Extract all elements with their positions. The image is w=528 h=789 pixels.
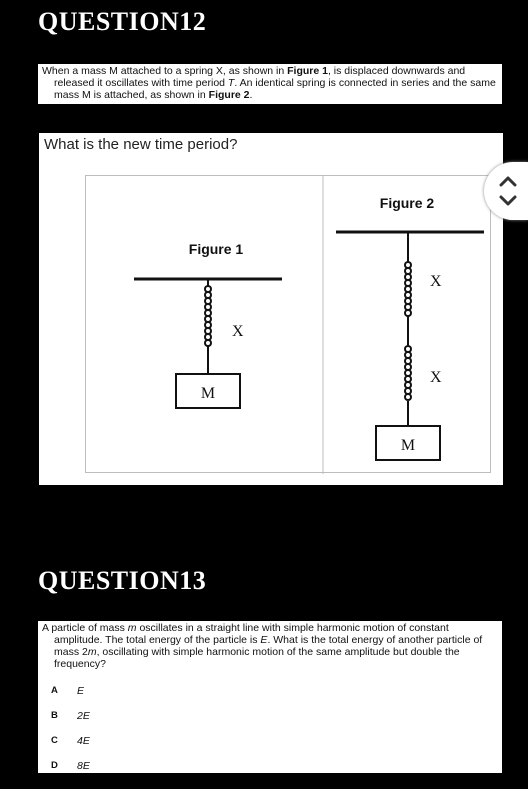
figure-2-spring-bottom-label: X — [430, 369, 442, 386]
option-letter: D — [51, 760, 58, 771]
q13-text-part: . What is the total energy of another particle of mass 2 — [54, 634, 483, 658]
option-letter: B — [51, 710, 58, 721]
question-13-text — [38, 621, 502, 672]
option-value: 4E — [77, 735, 90, 747]
scroll-nav-button[interactable] — [484, 162, 528, 220]
figure-1-mass-label: M — [200, 385, 216, 402]
question-13-title: QUESTION13 — [38, 566, 207, 595]
figure-2-spring-top — [405, 232, 411, 326]
figure-1-spring — [205, 279, 211, 374]
figure-2-spring-top-label: X — [430, 273, 442, 290]
option-letter: C — [51, 735, 58, 746]
question-13-panel — [38, 621, 502, 773]
q13-text-part: A particle of mass — [42, 622, 128, 634]
option-value: 2E — [77, 710, 90, 722]
figure-2-spring-bottom — [405, 326, 411, 426]
mass-symbol: m — [87, 646, 97, 658]
q13-text-part: oscillates in a straight line with simple harmonic motion of constant amplitude. The total energy of the particle is — [54, 622, 449, 646]
period-symbol: T — [227, 77, 235, 89]
figure-1-title: Figure 1 — [188, 241, 244, 257]
q13-text-part: , oscillating with simple harmonic motion of the same amplitude but double the frequency? — [54, 646, 460, 670]
option-value: E — [77, 685, 85, 697]
option-value: 8E — [77, 760, 90, 772]
q12-text-part: When a mass M attached to a spring X, as shown in — [42, 65, 288, 77]
q12-text-part: . — [249, 89, 253, 101]
option-letter: A — [51, 685, 58, 696]
figure-frame — [85, 175, 491, 473]
figure-2-mass-label: M — [400, 437, 416, 454]
q12-text-part: , is displaced downwards and released it oscillates with time period — [54, 65, 466, 89]
q12-text-part: . An identical spring is connected in series and the same mass M is attached, as shown in — [54, 77, 496, 101]
question-12-prompt: What is the new time period? — [44, 136, 238, 153]
mass-symbol: m — [127, 622, 137, 634]
question-12-panel — [39, 133, 503, 485]
figure-1-spring-label: X — [232, 323, 244, 340]
question-12-title: QUESTION12 — [38, 7, 207, 36]
question-12-text — [38, 64, 502, 104]
figure-2-ref: Figure 2 — [208, 89, 250, 101]
energy-symbol: E — [260, 634, 268, 646]
chevron-up-down-icon — [484, 162, 528, 220]
figure-1-ref: Figure 1 — [287, 65, 328, 77]
figure-2-title: Figure 2 — [379, 195, 435, 211]
spring-figures — [86, 176, 492, 474]
